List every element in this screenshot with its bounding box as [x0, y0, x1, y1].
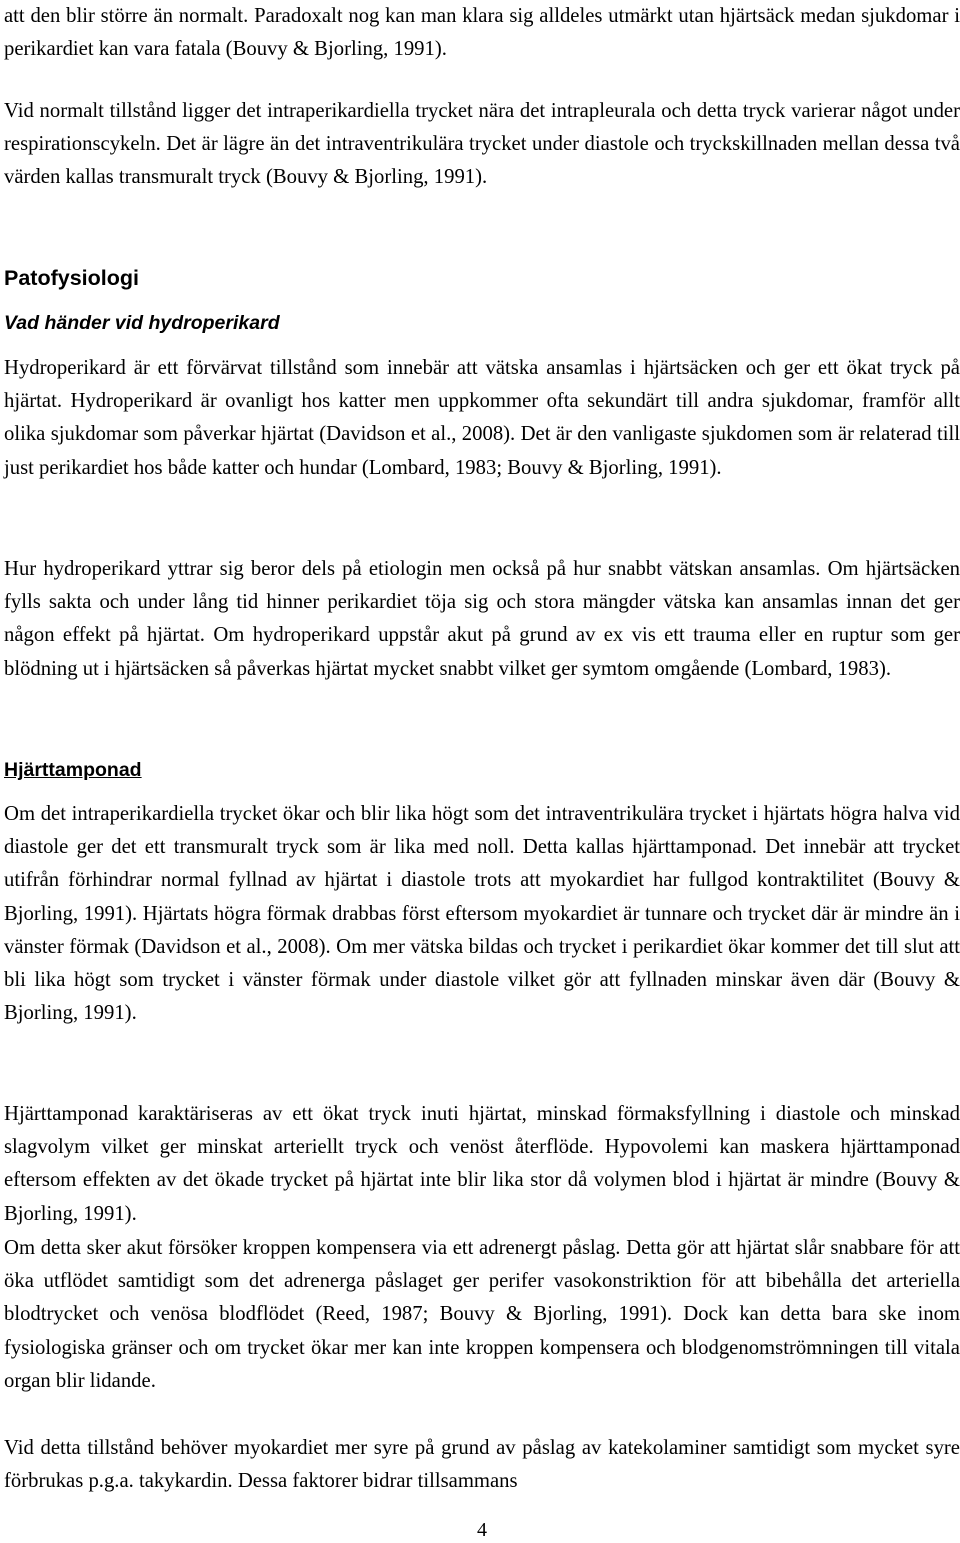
- heading-patofysiologi: Patofysiologi: [4, 266, 139, 290]
- paragraph-intro-continued: att den blir större än normalt. Paradoxalt nog kan man klara sig alldeles utmärkt utan hjärtsäck medan sjukdomar i perikardiet kan vara fatala (Bouvy & Bjorling, 1991).: [4, 5, 960, 61]
- paragraph-compensation: Om detta sker akut försöker kroppen kompensera via ett adrenergt påslag. Detta gör att hjärtat slår snabbare för att öka utflödet samtidigt som det adrenerga påslaget ger perifer vasokonstriktion för att bibehålla det arteriella blodtrycket och venösa blodflödet (Reed, 1987; Bouvy & Bjorling, 1991). Dock kan detta bara ske inom fysiologiska gränser och om trycket ökar mer kan inte kroppen kompensera och blodgenomströmningen till vitala organ blir lidande.: [4, 1237, 960, 1392]
- paragraph-tamponad-definition: Om det intraperikardiella trycket ökar och blir lika högt som det intraventrikulära trycket i hjärtats högra halva vid diastole ger det ett transmuralt tryck som är lika med noll. Detta kallas hjärttamponad. Det innebär att trycket utifrån förhindrar normal fyllnad av hjärtat i diastole trots att myokardiet har fullgod kontraktilitet (Bouvy & Bjorling, 1991). Hjärtats högra förmak drabbas först eftersom myokardiet är tunnare och trycket där är mindre än i vänster förmak (Davidson et al., 2008). Om mer vätska bildas och trycket i perikardiet ökar kommer det till slut att bli lika högt som trycket i vänster förmak under diastole vilket gör att fyllnaden minskar även där (Bouvy & Bjorling, 1991).: [4, 803, 960, 1025]
- heading-hjarttamponad: Hjärttamponad: [4, 759, 142, 781]
- paragraph-normal-pressure: Vid normalt tillstånd ligger det intraperikardiella trycket nära det intrapleurala och detta tryck varierar något under respirationscykeln. Det är lägre än det intraventrikulära trycket under diastole och tryckskillnaden mellan dessa två värden kallas transmuralt tryck (Bouvy & Bjorling, 1991).: [4, 100, 960, 189]
- paragraph-myocardium: Vid detta tillstånd behöver myokardiet mer syre på grund av påslag av katekolaminer samtidigt som mycket syre förbrukas p.g.a. takykardin. Dessa faktorer bidrar tillsammans: [4, 1437, 960, 1493]
- paragraph-tamponad-characteristics: Hjärttamponad karaktäriseras av ett ökat tryck inuti hjärtat, minskad förmaksfyllning i diastole och minskad slagvolym vilket ger minskat arteriellt tryck och venöst återflöde. Hypovolemi kan maskera hjärttamponad eftersom effekten av det ökade trycket på hjärtat inte blir lika stor då volymen blod i hjärtat är mindre (Bouvy & Bjorling, 1991).: [4, 1103, 960, 1225]
- page-number: 4: [477, 1519, 487, 1541]
- heading-vad-hander: Vad händer vid hydroperikard: [4, 312, 280, 334]
- paragraph-hur-hydroperikard: Hur hydroperikard yttrar sig beror dels på etiologin men också på hur snabbt vätskan ansamlas. Om hjärtsäcken fylls sakta och under lång tid hinner perikardiet töja sig och stora mängder vätska kan ansamlas innan det ger någon effekt på hjärtat. Om hydroperikard uppstår akut på grund av ex vis ett trauma eller en ruptur som ger blödning ut i hjärtsäcken så påverkas hjärtat mycket snabbt vilket ger symtom omgående (Lombard, 1983).: [4, 558, 960, 680]
- paragraph-hydroperikard: Hydroperikard är ett förvärvat tillstånd som innebär att vätska ansamlas i hjärtsäcken och ger ett ökat tryck på hjärtat. Hydroperikard är ovanligt hos katter men uppkommer ofta sekundärt till andra sjukdomar, framför allt olika sjukdomar som påverkar hjärtat (Davidson et al., 2008). Det är den vanligaste sjukdomen som är relaterad till just perikardiet hos både katter och hundar (Lombard, 1983; Bouvy & Bjorling, 1991).: [4, 357, 960, 479]
